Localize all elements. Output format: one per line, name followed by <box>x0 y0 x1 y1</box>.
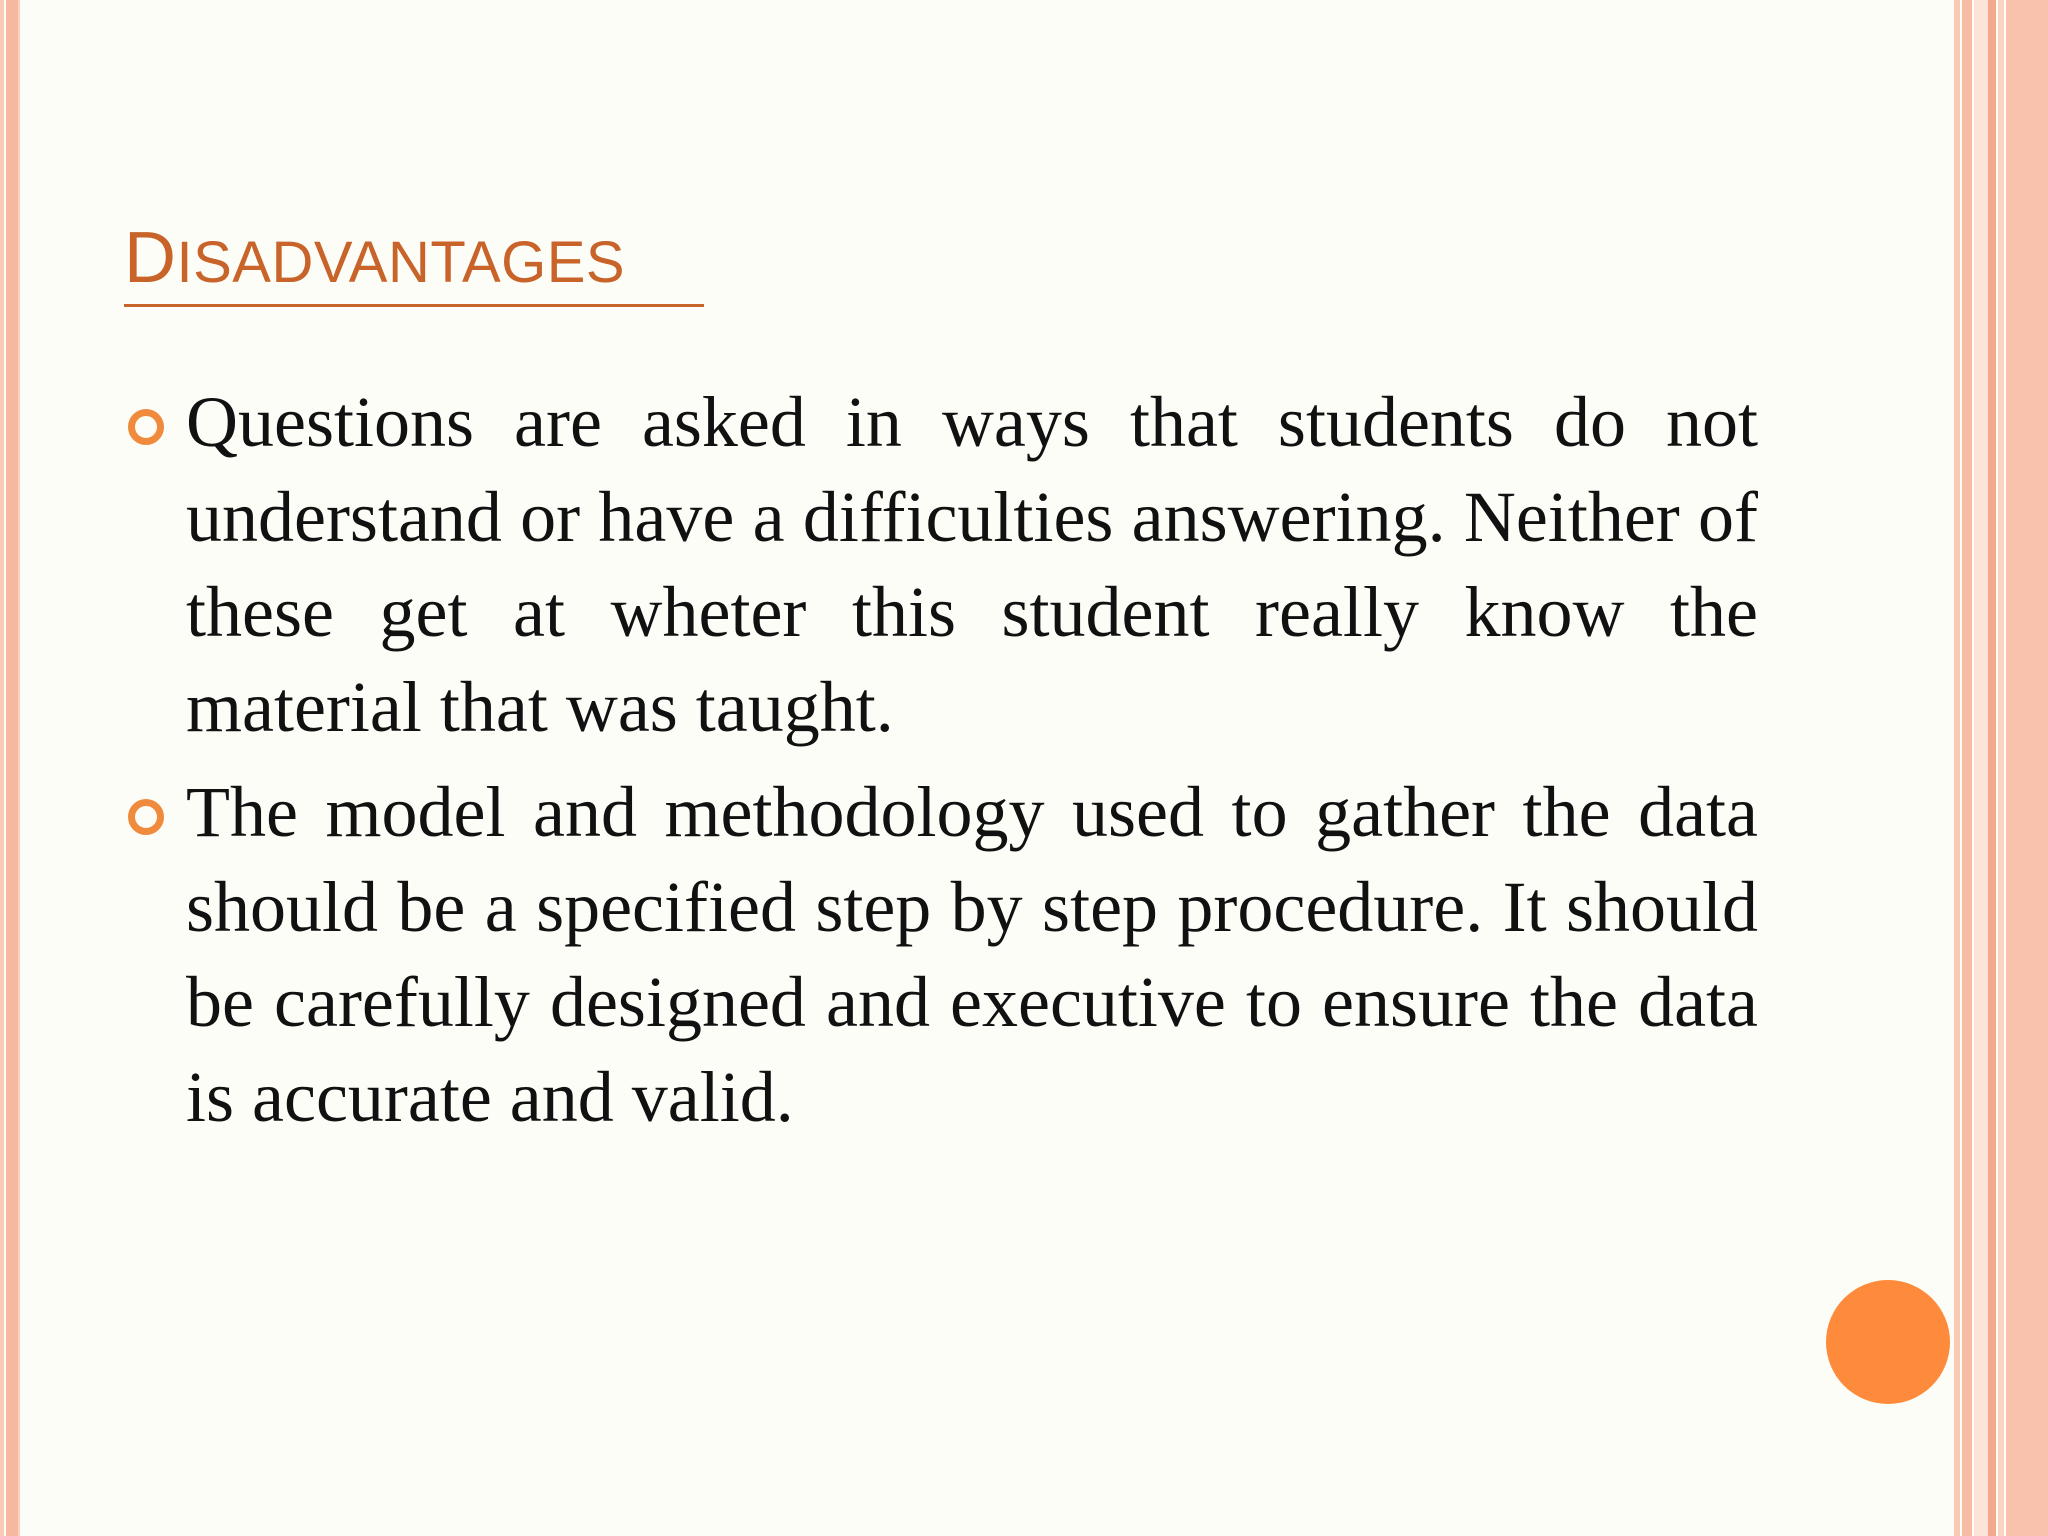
slide-title-rest: ISADVANTAGES <box>176 230 626 295</box>
slide-title-initial: D <box>124 218 177 298</box>
left-stripe <box>18 0 20 1536</box>
bullet-text: The model and methodology used to gather the data should be a specified step by step procedure. It should be carefully designed and executive to ensure the data is accurate and valid. <box>186 772 1758 1137</box>
right-stripe <box>2006 0 2048 1536</box>
right-stripe <box>1962 0 1972 1536</box>
left-stripe <box>6 0 18 1536</box>
bullet-text: Questions are asked in ways that students do not understand or have a difficulties answering. Neither of these get at wheter this student really know the material that was taught. <box>186 382 1758 747</box>
bullet-list <box>128 375 1758 1155</box>
slide-title <box>124 218 626 298</box>
bullet-item <box>128 375 1758 755</box>
left-decorative-border <box>0 0 22 1536</box>
ring-bullet-icon <box>128 799 164 835</box>
ring-bullet-icon <box>128 409 164 445</box>
right-stripe <box>1998 0 2004 1536</box>
bullet-item <box>128 765 1758 1145</box>
title-underline <box>124 304 704 307</box>
decorative-circle <box>1826 1280 1950 1404</box>
left-stripe <box>0 0 4 1536</box>
right-decorative-border <box>1948 0 2048 1536</box>
right-stripe <box>1974 0 1988 1536</box>
right-stripe <box>1988 0 1996 1536</box>
right-stripe <box>1954 0 1960 1536</box>
